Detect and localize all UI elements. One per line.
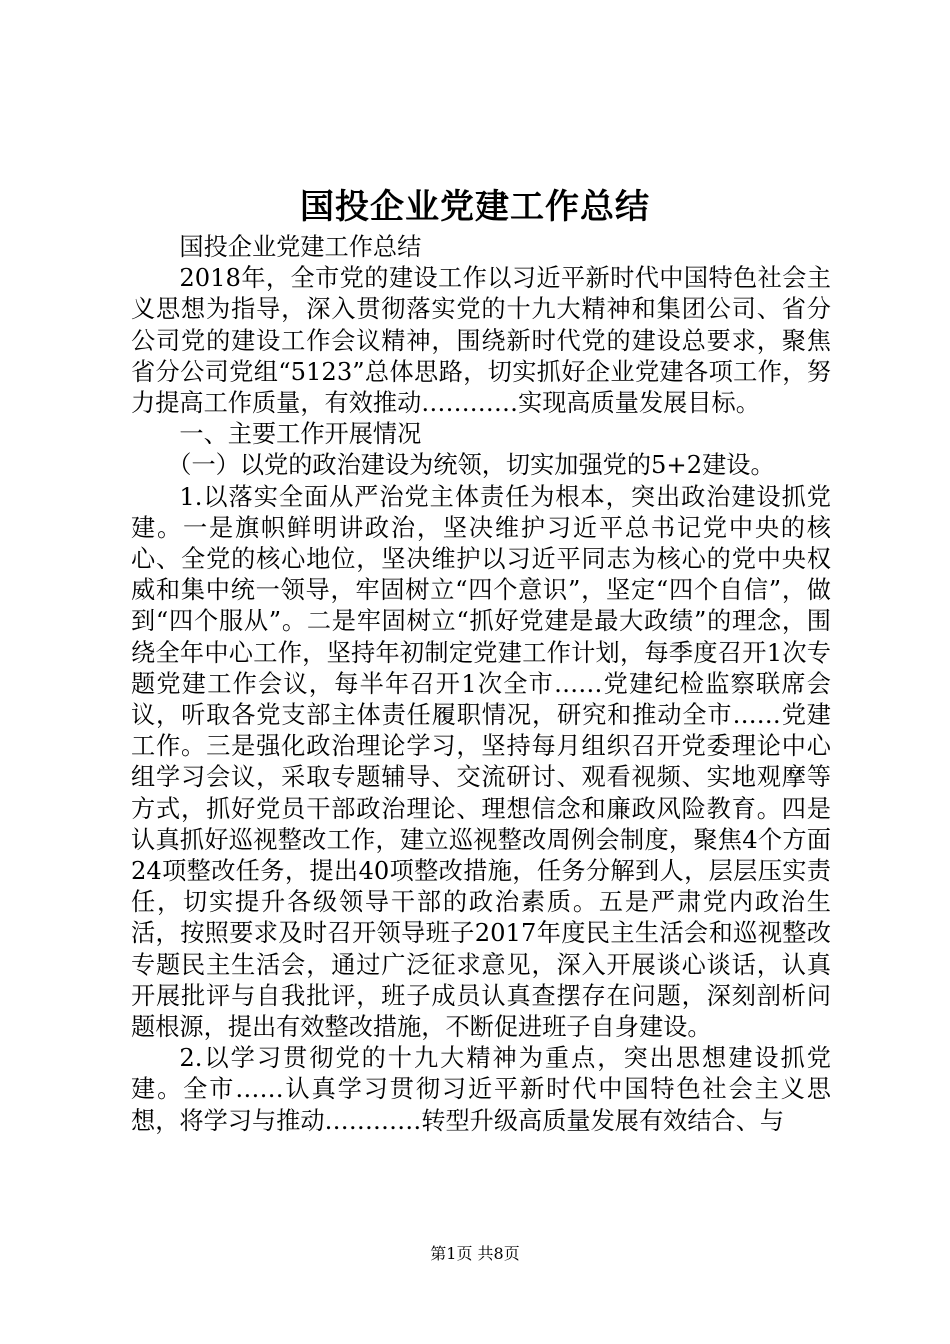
body-paragraph: 2.以学习贯彻党的十九大精神为重点，突出思想建设抓党建。全市……认真学习贯彻习近平新时代中国特色社会主义思想，将学习与推动…………转型升级高质量发展有效结合、与: [131, 1044, 831, 1135]
subsection-heading: （一）以党的政治建设为统领，切实加强党的5+2建设。: [167, 451, 775, 480]
body-paragraph: 1.以落实全面从严治党主体责任为根本，突出政治建设抓党建。一是旗帜鲜明讲政治，坚决维护习近平总书记党中央的核心、全党的核心地位，坚决维护以习近平同志为核心的党中央权威和集中统一领导，牢固树立“四个意识”，坚定“四个自信”，做到“四个服从”。二是牢固树立“抓好党建是最大政绩”的理念，围绕全年中心工作，坚持年初制定党建工作计划，每季度召开1次专题党建工作会议，每半年召开1次全市……党建纪检监察联席会议，听取各党支部主体责任履职情况，研究和推动全市……党建工作。三是强化政治理论学习，坚持每月组织召开党委理论中心组学习会议，采取专题辅导、交流研讨、观看视频、实地观摩等方式，抓好党员干部政治理论、理想信念和廉政风险教育。四是认真抓好巡视整改工作，建立巡视整改周例会制度，聚焦4个方面24项整改任务，提出40项整改措施，任务分解到人，层层压实责任，切实提升各级领导干部的政治素质。五是严肃党内政治生活，按照要求及时召开领导班子2017年度民主生活会和巡视整改专题民主生活会，通过广泛征求意见，深入开展谈心谈话，认真开展批评与自我批评，班子成员认真查摆存在问题，深刻剖析问题根源，提出有效整改措施，不断促进班子自身建设。: [131, 482, 831, 1042]
section-heading: 一、主要工作开展情况: [179, 420, 422, 449]
document-body: [131, 232, 831, 1137]
subtitle-paragraph: 国投企业党建工作总结: [179, 233, 422, 261]
page-footer: 第1页 共8页: [430, 1244, 520, 1263]
document-title: 国投企业党建工作总结: [300, 187, 650, 227]
intro-paragraph: 2018年，全市党的建设工作以习近平新时代中国特色社会主义思想为指导，深入贯彻落实党的十九大精神和集团公司、省分公司党的建设工作会议精神，围绕新时代党的建设总要求，聚焦省分公司党组“5123”总体思路，切实抓好企业党建各项工作，努力提高工作质量，有效推动…………实现高质量发展目标。: [131, 264, 831, 418]
